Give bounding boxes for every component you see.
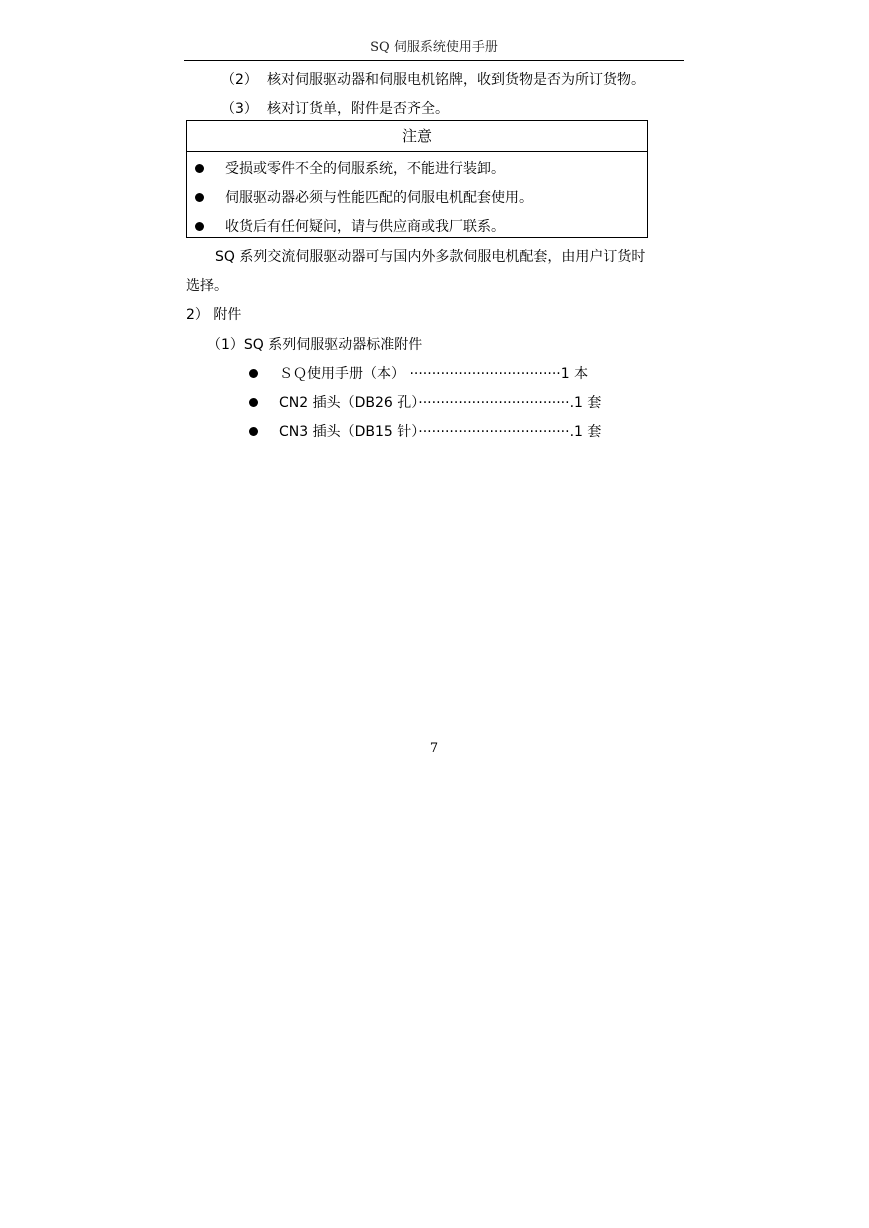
accessory-item — [249, 393, 601, 413]
step-item — [221, 70, 645, 90]
notice-item — [187, 159, 505, 179]
notice-item — [187, 217, 505, 237]
bullet-icon — [249, 427, 258, 436]
step-text: 核对订货单，附件是否齐全。 — [267, 101, 449, 117]
running-header: SQ 伺服系统使用手册 — [370, 40, 498, 55]
accessory-qty: 1 套 — [574, 395, 602, 411]
header-rule — [184, 60, 684, 61]
section-subheading: （1）SQ 系列伺服驱动器标准附件 — [207, 337, 423, 353]
step-number: （3） — [221, 101, 258, 117]
paragraph-line: 选择。 — [186, 278, 228, 294]
accessory-item — [249, 422, 601, 442]
notice-title: 注意 — [187, 121, 647, 152]
accessory-name: ＳＱ使用手册（本） — [279, 366, 405, 382]
step-text: 核对伺服驱动器和伺服电机铭牌，收到货物是否为所订货物。 — [267, 72, 645, 88]
notice-item-text: 收货后有任何疑问，请与供应商或我厂联系。 — [225, 219, 505, 235]
section-heading: 2） 附件 — [186, 307, 242, 323]
accessory-leader: ··································. — [418, 395, 575, 411]
accessory-leader: ··································. — [418, 424, 575, 440]
notice-item-text: 受损或零件不全的伺服系统，不能进行装卸。 — [225, 161, 505, 177]
step-item — [221, 99, 449, 119]
accessory-name: CN2 插头（DB26 孔） — [279, 395, 419, 411]
bullet-icon — [249, 369, 258, 378]
notice-item — [187, 188, 533, 208]
bullet-icon — [195, 164, 204, 173]
page-number: 7 — [429, 741, 439, 756]
paragraph-line: SQ 系列交流伺服驱动器可与国内外多款伺服电机配套，由用户订货时 — [215, 249, 646, 265]
step-number: （2） — [221, 72, 258, 88]
accessory-item — [249, 364, 588, 384]
accessory-qty: 1 套 — [574, 424, 602, 440]
bullet-icon — [249, 398, 258, 407]
notice-item-text: 伺服驱动器必须与性能匹配的伺服电机配套使用。 — [225, 190, 533, 206]
bullet-icon — [195, 222, 204, 231]
accessory-qty: 1 本 — [560, 366, 589, 382]
accessory-leader: ·································· — [405, 366, 561, 382]
notice-box — [186, 120, 648, 238]
accessory-name: CN3 插头（DB15 针） — [279, 424, 419, 440]
bullet-icon — [195, 193, 204, 202]
